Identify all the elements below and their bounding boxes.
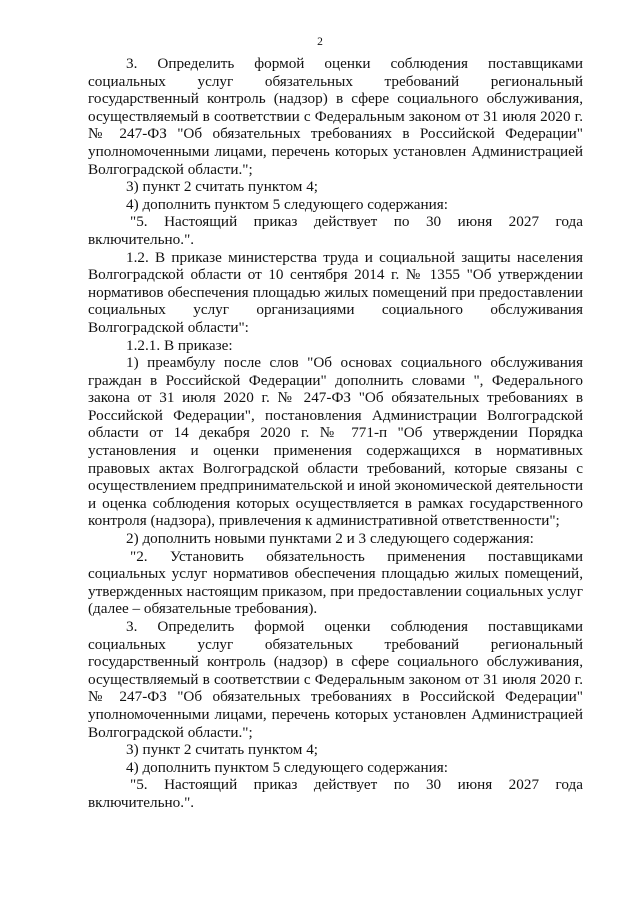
paragraph-add-points-2-3: 2) дополнить новыми пунктами 2 и 3 следующего содержания:	[126, 530, 534, 548]
document-body	[88, 55, 583, 812]
paragraph-point-3-form-of-assessment: 3. Определить формой оценки соблюдения поставщиками социальных услуг обязательных требований региональный государственный контроль (надзор) в сфере социального обслуживания, осуществляемый в соответствии с Федеральным законом от 31 июля 2020 г. № 247-ФЗ "Об обязательных требованиях в Российской Федерации" уполномоченными лицами, перечень которых установлен Администрацией Волгоградской области.";	[88, 618, 583, 741]
paragraph-1-2-1-in-order: 1.2.1. В приказе:	[126, 336, 233, 354]
paragraph-3-form-of-assessment: 3. Определить формой оценки соблюдения поставщиками социальных услуг обязательных требований региональный государственный контроль (надзор) в сфере социального обслуживания, осуществляемый в соответствии с Федеральным законом от 31 июля 2020 г. № 247-ФЗ "Об обязательных требованиях в Российской Федерации" уполномоченными лицами, перечень которых установлен Администрацией Волгоградской области.";	[88, 55, 583, 178]
paragraph-point-2-norms: "2. Установить обязательность применения поставщиками социальных услуг нормативов обеспечения площадью жилых помещений, утвержденных настоящим приказом, при предоставлении социальных услуг (далее – обязательные требования).	[88, 547, 583, 618]
paragraph-1-2-order-1355: 1.2. В приказе министерства труда и социальной защиты населения Волгоградской области от 10 сентября 2014 г. № 1355 "Об утверждении нормативов обеспечения площадью жилых помещений при предоставлении социальных услуг организациями социального обслуживания Волгоградской области":	[88, 248, 583, 336]
page-number: 2	[317, 36, 323, 48]
paragraph-add-point-5-second: 4) дополнить пунктом 5 следующего содержания:	[126, 758, 448, 776]
paragraph-point-5-validity-second: "5. Настоящий приказ действует по 30 июня 2027 года включительно.".	[88, 776, 583, 811]
paragraph-renumber-point-2-second: 3) пункт 2 считать пунктом 4;	[126, 741, 319, 759]
paragraph-renumber-point-2: 3) пункт 2 считать пунктом 4;	[126, 178, 319, 196]
paragraph-preamble-amendment: 1) преамбулу после слов "Об основах социального обслуживания граждан в Российской Федерации" дополнить словами ", Федерального закона от 31 июля 2020 г. № 247-ФЗ "Об обязательных требованиях в Российской Федерации", постановления Администрации Волгоградской области от 14 декабря 2020 г. № 771-п "Об утверждении Порядка установления и оценки применения содержащихся в нормативных правовых актах Волгоградской области требований, которые связаны с осуществлением предпринимательской и иной экономической деятельности и оценка соблюдения которых осуществляется в рамках государственного контроля (надзора), привлечения к административной ответственности";	[88, 354, 583, 530]
paragraph-add-point-5: 4) дополнить пунктом 5 следующего содержания:	[126, 195, 448, 213]
paragraph-point-5-validity: "5. Настоящий приказ действует по 30 июня 2027 года включительно.".	[88, 213, 583, 248]
